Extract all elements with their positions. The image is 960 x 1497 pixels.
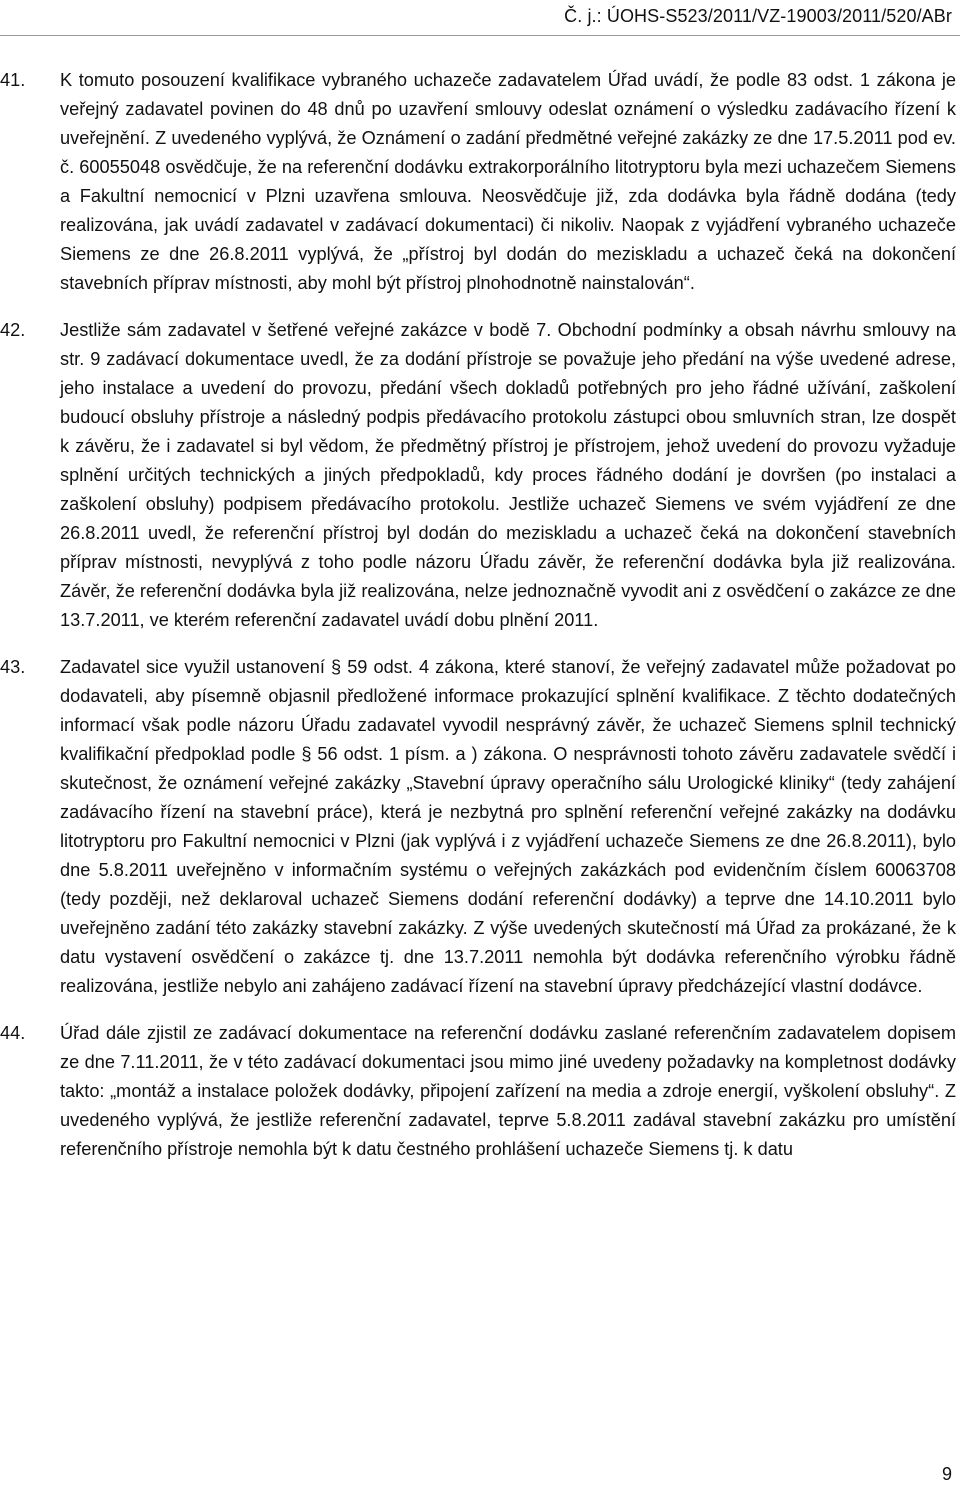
paragraph-43 bbox=[0, 653, 960, 1001]
paragraph-text: K tomuto posouzení kvalifikace vybraného uchazeče zadavatelem Úřad uvádí, že podle 83 odst. 1 zákona je veřejný zadavatel povinen do 48 dnů po uzavření smlouvy odeslat oznámení o výsledku zadávacího řízení k uveřejnění. Z uvedeného vyplývá, že Oznámení o zadání předmětné veřejné zakázky ze dne 17.5.2011 pod ev. č. 60055048 osvědčuje, že na referenční dodávku extrakorporálního litotryptoru byla mezi uchazečem Siemens a Fakultní nemocnicí v Plzni uzavřena smlouva. Neosvědčuje již, zda dodávka byla řádně dodána (tedy realizována, jak uvádí zadavatel v zadávací dokumentaci) či nikoliv. Naopak z vyjádření vybraného uchazeče Siemens ze dne 26.8.2011 vyplývá, že „přístroj byl dodán do meziskladu a uchazeč čeká na dokončení stavebních příprav místnosti, aby mohl být přístroj plnohodnotně nainstalován“. bbox=[60, 70, 956, 293]
document-body bbox=[0, 66, 960, 1182]
paragraph-text: Zadavatel sice využil ustanovení § 59 odst. 4 zákona, které stanoví, že veřejný zadavatel může požadovat po dodavateli, aby písemně objasnil předložené informace prokazující splnění kvalifikace. Z těchto dodatečných informací však podle názoru Úřadu zadavatel vyvodil nesprávný závěr, že uchazeč Siemens splnil technický kvalifikační předpoklad podle § 56 odst. 1 písm. a ) zákona. O nesprávnosti tohoto závěru zadavatele svědčí i skutečnost, že oznámení veřejné zakázky „Stavební úpravy operačního sálu Urologické kliniky“ (tedy zahájení zadávacího řízení na stavební práce), která je nezbytná pro splnění referenční veřejné zakázky na dodávku litotryptoru pro Fakultní nemocnici v Plzni (jak vyplývá i z vyjádření uchazeče Siemens ze dne 26.8.2011), bylo dne 5.8.2011 uveřejněno v informačním systému o veřejných zakázkách pod evidenčním číslem 60063708 (tedy později, než deklaroval uchazeč Siemens dodání referenční dodávky) a teprve dne 14.10.2011 bylo uveřejněno zadání této zakázky stavební zakázky. Z výše uvedených skutečností má Úřad za prokázané, že k datu vystavení osvědčení o zakázce tj. dne 13.7.2011 nemohla být dodávka referenčního výrobku řádně realizována, jestliže nebylo ani zahájeno zadávací řízení na stavební úpravy předcházející vlastní dodávce. bbox=[60, 657, 956, 996]
paragraph-44 bbox=[0, 1019, 960, 1164]
paragraph-number: 43. bbox=[0, 657, 26, 677]
document-reference-header: Č. j.: ÚOHS-S523/2011/VZ-19003/2011/520/ABr bbox=[564, 6, 952, 26]
page-number: 9 bbox=[941, 1464, 952, 1484]
paragraph-text: Úřad dále zjistil ze zadávací dokumentace na referenční dodávku zaslané referenčním zadavatelem dopisem ze dne 7.11.2011, že v této zadávací dokumentaci jsou mimo jiné uvedeny požadavky na kompletnost dodávky takto: „montáž a instalace položek dodávky, připojení zařízení na media a zdroje energií, vyškolení obsluhy“. Z uvedeného vyplývá, že jestliže referenční zadavatel, teprve 5.8.2011 zadával stavební zakázku pro umístění referenčního přístroje nemohla být k datu čestného prohlášení uchazeče Siemens tj. k datu bbox=[60, 1023, 956, 1159]
paragraph-number: 42. bbox=[0, 320, 26, 340]
paragraph-41 bbox=[0, 66, 960, 298]
paragraph-number: 41. bbox=[0, 70, 26, 90]
paragraph-text: Jestliže sám zadavatel v šetřené veřejné zakázce v bodě 7. Obchodní podmínky a obsah návrhu smlouvy na str. 9 zadávací dokumentace uvedl, že za dodání přístroje se považuje jeho předání na výše uvedené adrese, jeho instalace a uvedení do provozu, předání všech dokladů potřebných pro jeho řádné užívání, zaškolení budoucí obsluhy přístroje a následný podpis předávacího protokolu zástupci obou smluvních stran, lze dospět k závěru, že i zadavatel si byl vědom, že předmětný přístroj je přístrojem, jehož uvedení do provozu vyžaduje splnění určitých technických a jiných předpokladů, kdy proces řádného dodání je dovršen (po instalaci a zaškolení obsluhy) podpisem předávacího protokolu. Jestliže uchazeč Siemens ve svém vyjádření ze dne 26.8.2011 uvedl, že referenční přístroj byl dodán do meziskladu a uchazeč čeká na dokončení stavebních příprav místnosti, nevyplývá z toho podle názoru Úřadu závěr, že referenční dodávka byla již realizována. Závěr, že referenční dodávka byla již realizována, nelze jednoznačně vyvodit ani z osvědčení o zakázce ze dne 13.7.2011, ve kterém referenční zadavatel uvádí dobu plnění 2011. bbox=[60, 320, 956, 630]
paragraph-number: 44. bbox=[0, 1023, 26, 1043]
header-divider bbox=[0, 35, 960, 36]
paragraph-42 bbox=[0, 316, 960, 635]
